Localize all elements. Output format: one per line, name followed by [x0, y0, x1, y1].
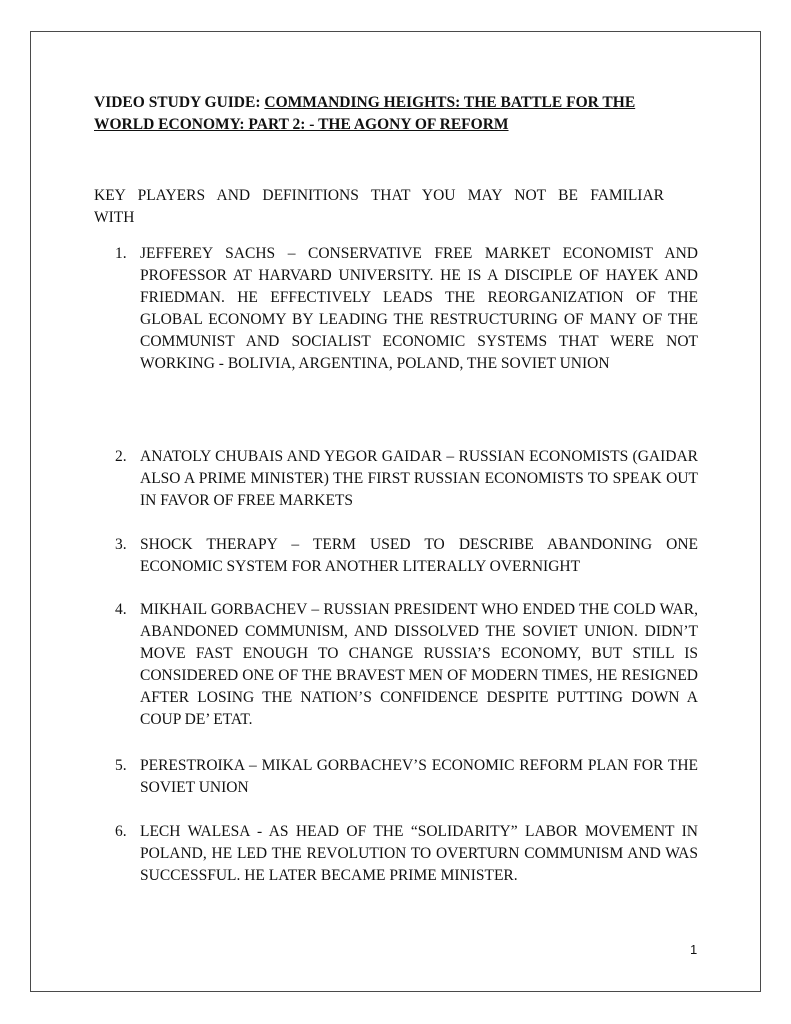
item-text: ANATOLY CHUBAIS AND YEGOR GAIDAR – RUSSIAN ECONOMISTS (GAIDAR ALSO A PRIME MINISTER) THE FIRST RUSSIAN ECONOMISTS TO SPEAK OUT IN FAVOR OF FREE MARKETS	[140, 448, 698, 509]
list-item	[94, 534, 698, 578]
title-prefix: VIDEO STUDY GUIDE:	[94, 94, 265, 111]
item-text: JEFFEREY SACHS – CONSERVATIVE FREE MARKET ECONOMIST AND PROFESSOR AT HARVARD UNIVERSITY. HE IS A DISCIPLE OF HAYEK AND FRIEDMAN. HE EFFECTIVELY LEADS THE REORGANIZATION OF THE GLOBAL ECONOMY BY LEADING THE RESTRUCTURING OF MANY OF THE COMMUNIST AND SOCIALIST ECONOMIC SYSTEMS THAT WERE NOT WORKING - BOLIVIA, ARGENTINA, POLAND, THE SOVIET UNION	[140, 245, 698, 372]
list-item	[94, 599, 698, 731]
list-item	[94, 755, 698, 799]
title-underlined-line1: COMMANDING HEIGHTS: THE BATTLE FOR THE	[264, 94, 636, 111]
item-number: 5.	[115, 757, 127, 774]
page-number: 1	[690, 942, 698, 957]
item-number: 3.	[115, 536, 127, 553]
list-item	[94, 243, 698, 375]
item-number: 2.	[115, 448, 127, 465]
item-text: MIKHAIL GORBACHEV – RUSSIAN PRESIDENT WHO ENDED THE COLD WAR, ABANDONED COMMUNISM, AND DISSOLVED THE SOVIET UNION. DIDN’T MOVE FAST ENOUGH TO CHANGE RUSSIA’S ECONOMY, BUT STILL IS CONSIDERED ONE OF THE BRAVEST MEN OF MODERN TIMES, HE RESIGNED AFTER LOSING THE NATION’S CONFIDENCE DESPITE PUTTING DOWN A COUP DE’ ETAT.	[140, 601, 698, 728]
item-number: 1.	[115, 245, 127, 262]
list-item	[94, 821, 698, 887]
title-underlined-line2: WORLD ECONOMY: PART 2: - THE AGONY OF REFORM	[94, 116, 509, 133]
item-text: SHOCK THERAPY – TERM USED TO DESCRIBE ABANDONING ONE ECONOMIC SYSTEM FOR ANOTHER LITERALLY OVERNIGHT	[140, 536, 698, 575]
item-number: 6.	[115, 823, 127, 840]
item-text: PERESTROIKA – MIKAL GORBACHEV’S ECONOMIC REFORM PLAN FOR THE SOVIET UNION	[140, 757, 698, 796]
section-heading: KEY PLAYERS AND DEFINITIONS THAT YOU MAY NOT BE FAMILIAR WITH	[94, 187, 664, 226]
item-number: 4.	[115, 601, 127, 618]
document-title	[94, 92, 694, 136]
list-item	[94, 446, 698, 512]
item-text: LECH WALESA - AS HEAD OF THE “SOLIDARITY” LABOR MOVEMENT IN POLAND, HE LED THE REVOLUTION TO OVERTURN COMMUNISM AND WAS SUCCESSFUL. HE LATER BECAME PRIME MINISTER.	[140, 823, 698, 884]
